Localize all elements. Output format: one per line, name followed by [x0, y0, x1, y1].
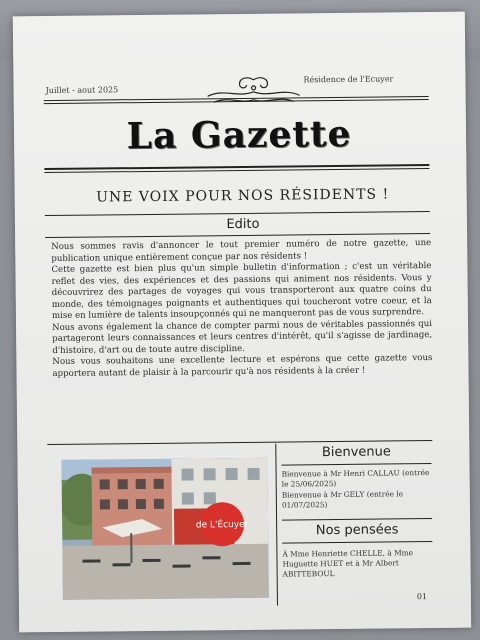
bienvenue-line: Bienvenue à Mr Henri CALLAU (entrée le 25/06/2025) — [281, 468, 430, 489]
column-divider — [275, 444, 278, 606]
edito-title: Edito — [226, 216, 260, 233]
pensees-title: Nos pensées — [315, 522, 399, 539]
bienvenue-line: Bienvenue à Mr GELY (entrée le 01/07/2025) — [281, 489, 404, 510]
ornament-icon — [203, 73, 303, 110]
photo-sign-text: de L'Écuyer — [195, 519, 249, 531]
slogan: UNE VOIX POUR NOS RÉSIDENTS ! — [96, 186, 390, 206]
residence-photo-image — [61, 458, 268, 600]
edito-paragraph: Nous avons également la chance de compter parmi nous de véritables passionnés qui partageront leurs connaissances et leurs centres d'intérêt, qu'il s'agisse de jardinage, d'histoire, d'art ou de toute autre discipline. — [51, 318, 433, 356]
edito-paragraph: Nous sommes ravis d'annoncer le tout premier numéro de notre gazette, une publication unique entièrement conçue par nos résidents ! — [51, 238, 432, 264]
pensees-rule-top — [282, 518, 432, 521]
pensees-text: À Mme Henriette CHELLE, à Mme Huguette HUET et à Mr Albert ABITTEBOUL — [282, 548, 414, 579]
masthead-title: La Gazette — [126, 112, 352, 158]
bienvenue-rule — [281, 463, 431, 466]
section-rule-2 — [45, 233, 430, 238]
residence-name: Résidence de l'Ecuyer — [303, 74, 394, 85]
gazette-page — [13, 12, 471, 633]
residence-photo — [61, 458, 268, 600]
edito-body — [51, 238, 432, 380]
edito-paragraph: Nous vous souhaitons une excellente lecture et espérons que cette gazette vous apportera autant de plaisir à la parcourir qu'à nos résidents à la créer ! — [52, 353, 433, 379]
issue-date: Juillet - aout 2025 — [45, 85, 119, 96]
page-number: 01 — [416, 592, 428, 602]
pensees-rule — [282, 541, 432, 544]
bienvenue-title: Bienvenue — [321, 444, 391, 461]
edito-paragraph: Cette gazette est bien plus qu'un simple bulletin d'information ; c'est un véritable reflet des vies, des expériences et des passions qui animent nos résidents. Vous y découvrirez des partages de voyages qui vous transporteront aux quatre coins du monde, des témoignages poignants et authentiques qui toucheront votre coeur, et la mise en lumière de talents insoupçonnés qui ne manqueront pas de vous surprendre. — [51, 261, 432, 321]
bienvenue-text — [282, 468, 432, 512]
